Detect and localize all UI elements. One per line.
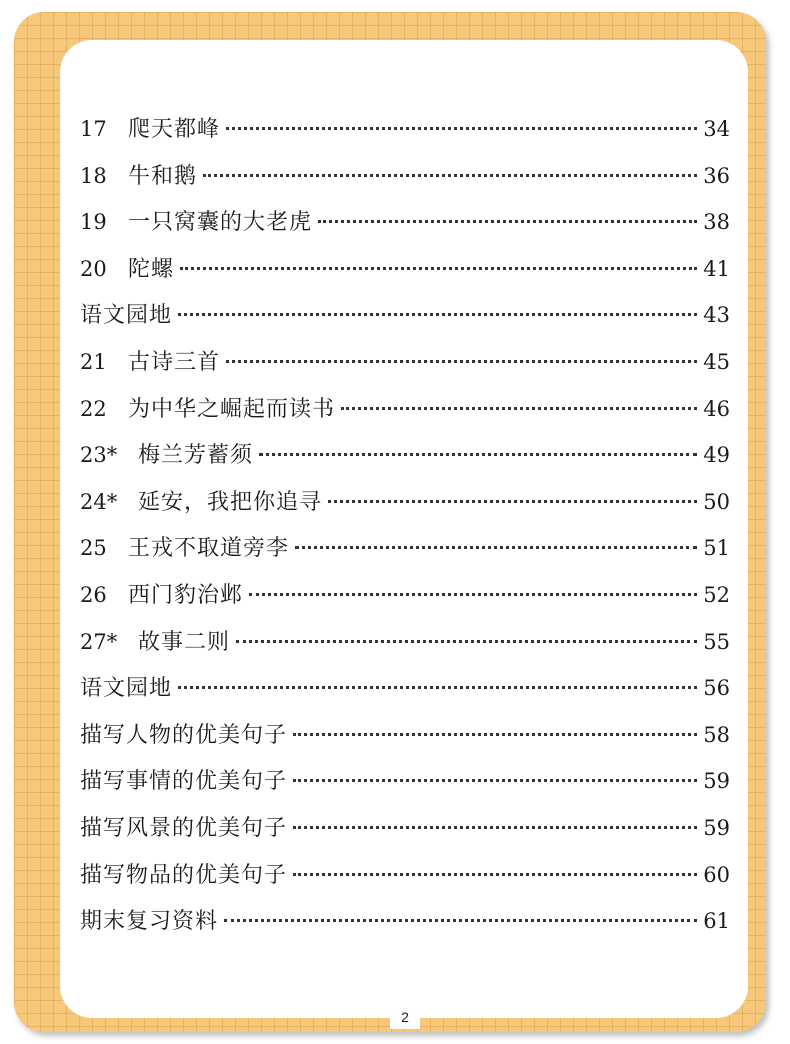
toc-entry[interactable] <box>80 252 730 299</box>
toc-entry-number: 21 <box>80 349 107 374</box>
toc-entry-title: 古诗三首 <box>128 349 221 375</box>
page-number: 2 <box>390 1005 420 1029</box>
dot-leader <box>259 453 697 456</box>
toc-entry-title: 陀螺 <box>128 256 175 282</box>
toc-entry-title: 语文园地 <box>80 303 173 329</box>
toc-entry[interactable] <box>80 811 730 858</box>
toc-entry-title: 描写人物的优美句子 <box>80 722 288 748</box>
dot-leader <box>178 313 697 316</box>
toc-entry[interactable] <box>80 485 730 532</box>
toc-entry-page: 43 <box>703 303 730 328</box>
toc-entry-page: 58 <box>703 722 730 747</box>
toc-entry[interactable] <box>80 438 730 485</box>
toc-entry-page: 38 <box>703 210 730 235</box>
dot-leader <box>226 127 697 130</box>
dot-leader <box>236 640 697 643</box>
toc-entry-title: 延安，我把你追寻 <box>138 489 323 515</box>
dot-leader <box>224 919 697 922</box>
toc-entry-title: 梅兰芳蓄须 <box>138 443 254 469</box>
toc-entry-page: 60 <box>703 862 730 887</box>
toc-entry[interactable] <box>80 858 730 905</box>
dot-leader <box>295 546 697 549</box>
dot-leader <box>293 779 697 782</box>
toc-entry-page: 55 <box>703 629 730 654</box>
toc-entry-title: 牛和鹅 <box>128 163 198 189</box>
toc-entry-page: 56 <box>703 676 730 701</box>
toc-entry[interactable] <box>80 578 730 625</box>
toc-entry-page: 41 <box>703 256 730 281</box>
toc-entry-title: 描写事情的优美句子 <box>80 769 288 795</box>
dot-leader <box>293 733 697 736</box>
toc-entry-number: 18 <box>80 163 107 188</box>
toc-entry[interactable] <box>80 205 730 252</box>
dot-leader <box>226 360 697 363</box>
toc-entry[interactable] <box>80 159 730 206</box>
dot-leader <box>341 407 697 410</box>
dot-leader <box>293 826 697 829</box>
toc-entry-title: 描写风景的优美句子 <box>80 815 288 841</box>
dot-leader <box>180 267 697 270</box>
dot-leader <box>203 174 697 177</box>
toc-entry-title: 爬天都峰 <box>128 117 221 142</box>
dot-leader <box>328 500 697 503</box>
toc-entry-page: 51 <box>703 536 730 561</box>
toc-entry[interactable] <box>80 531 730 578</box>
toc-entry-number: 23* <box>80 443 118 468</box>
toc-entry-page: 59 <box>703 815 730 840</box>
content-card <box>60 40 748 1018</box>
toc-entry-number: 25 <box>80 536 107 561</box>
toc-entry-title: 为中华之崛起而读书 <box>128 396 336 422</box>
toc-entry-page: 50 <box>703 489 730 514</box>
table-of-contents <box>80 112 730 951</box>
toc-entry-number: 24* <box>80 489 118 514</box>
toc-entry-number: 20 <box>80 256 107 281</box>
toc-entry[interactable] <box>80 904 730 951</box>
toc-entry-title: 王戎不取道旁李 <box>128 536 290 562</box>
page-frame <box>14 12 766 1032</box>
toc-entry-page: 45 <box>703 349 730 374</box>
toc-entry[interactable] <box>80 112 730 159</box>
toc-entry-page: 34 <box>703 117 730 141</box>
toc-entry[interactable] <box>80 625 730 672</box>
toc-entry[interactable] <box>80 298 730 345</box>
toc-entry-title: 西门豹治邺 <box>128 582 244 608</box>
toc-entry-title: 一只窝囊的大老虎 <box>128 210 313 236</box>
toc-entry-page: 52 <box>703 582 730 607</box>
toc-entry[interactable] <box>80 718 730 765</box>
toc-entry-page: 36 <box>703 163 730 188</box>
toc-entry-number: 27* <box>80 629 118 654</box>
toc-entry[interactable] <box>80 671 730 718</box>
toc-entry-page: 61 <box>703 909 730 934</box>
toc-entry-page: 46 <box>703 396 730 421</box>
toc-entry-number: 17 <box>80 117 107 141</box>
toc-entry-number: 22 <box>80 396 107 421</box>
toc-entry-page: 59 <box>703 769 730 794</box>
toc-entry-number: 19 <box>80 210 107 235</box>
toc-entry-title: 语文园地 <box>80 676 173 702</box>
toc-entry-title: 期末复习资料 <box>80 909 219 935</box>
dot-leader <box>249 593 697 596</box>
dot-leader <box>293 873 697 876</box>
toc-entry[interactable] <box>80 392 730 439</box>
toc-entry[interactable] <box>80 345 730 392</box>
toc-entry[interactable] <box>80 764 730 811</box>
toc-entry-title: 描写物品的优美句子 <box>80 862 288 888</box>
toc-entry-page: 49 <box>703 443 730 468</box>
dot-leader <box>178 686 697 689</box>
toc-entry-number: 26 <box>80 582 107 607</box>
toc-entry-title: 故事二则 <box>138 629 231 655</box>
dot-leader <box>318 220 697 223</box>
